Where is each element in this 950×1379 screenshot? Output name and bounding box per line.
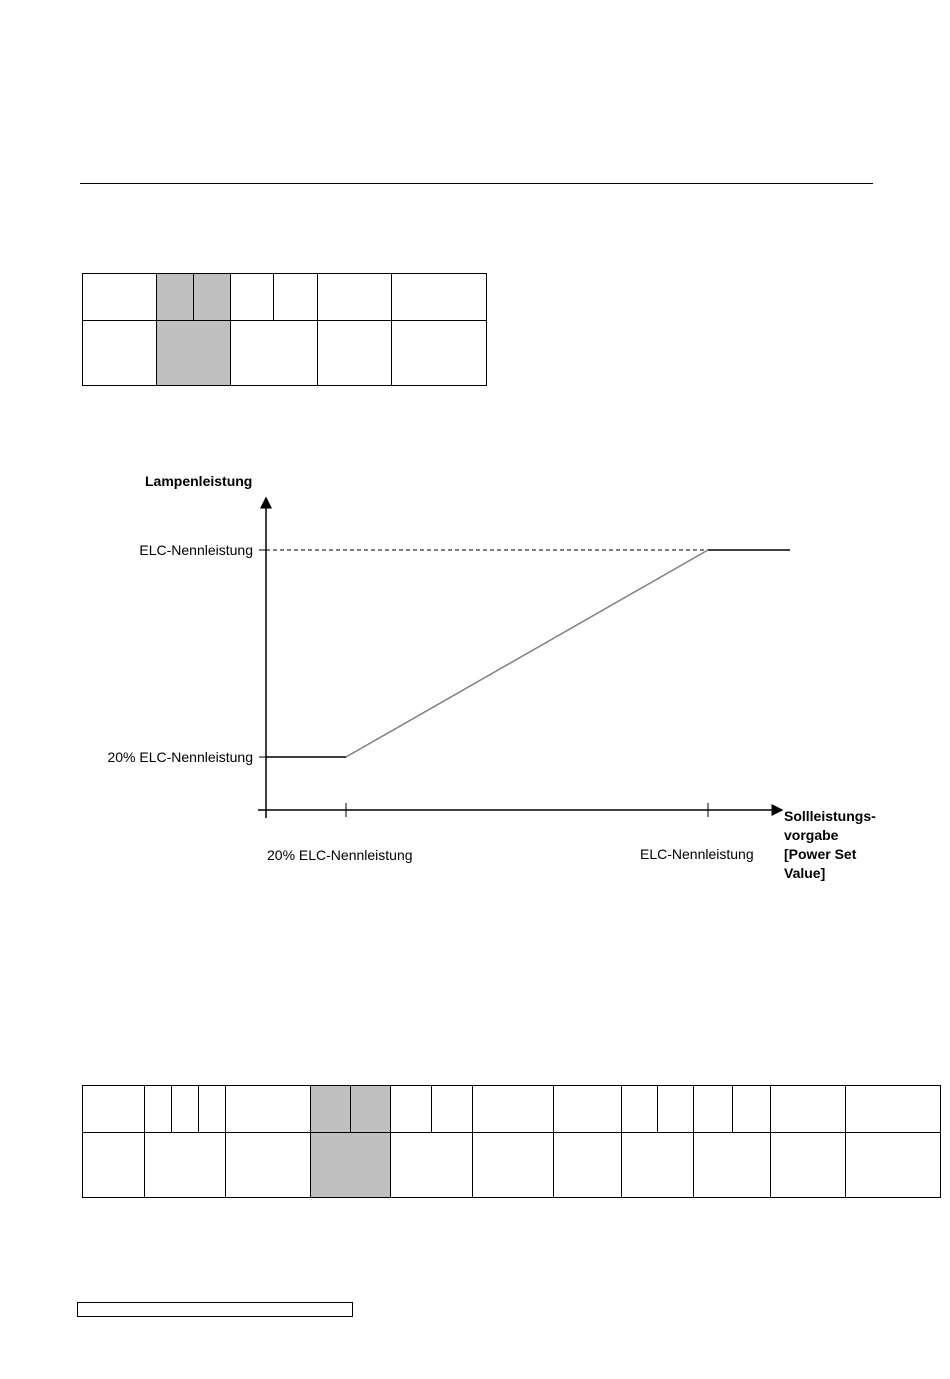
table-cell-shaded [351,1086,391,1133]
table-cell-shaded [311,1133,391,1198]
table-cell [694,1086,733,1133]
table-cell [554,1133,622,1198]
table-cell [172,1086,199,1133]
y-tick-label-min: 20% ELC-Nennleistung [107,749,253,765]
header-rule [80,183,873,184]
table-cell [622,1133,694,1198]
table-cell [83,321,157,386]
table-row [83,274,487,321]
table-cell-shaded [194,274,231,321]
table-row [83,321,487,386]
table-cell [318,321,392,386]
table-cell [83,1133,145,1198]
table-cell [231,274,274,321]
x-axis-label-line3: [Power Set [784,846,857,862]
table-cell [391,1133,473,1198]
table-cell [145,1133,226,1198]
table-cell [391,1086,432,1133]
table-cell-shaded [311,1086,351,1133]
table-cell [83,1086,145,1133]
table-cell [658,1086,694,1133]
table-cell [83,274,157,321]
table-cell-shaded [157,321,231,386]
table-cell [846,1133,941,1198]
table-cell [145,1086,172,1133]
y-tick-label-max: ELC-Nennleistung [139,542,253,558]
x-axis-label-line4: Value] [784,865,826,881]
table-cell [231,321,318,386]
table-cell [771,1133,846,1198]
curve-ramp [346,550,708,757]
table-cell [226,1086,311,1133]
table-cell [622,1086,658,1133]
table-cell-shaded [157,274,194,321]
table-cell [694,1133,771,1198]
table-cell [432,1086,473,1133]
table-row [83,1133,941,1198]
table-cell [392,321,487,386]
footnote-separator-box [77,1302,353,1317]
power-curve-diagram [0,460,950,900]
x-tick-label-min: 20% ELC-Nennleistung [267,847,413,863]
top-register-table [82,273,487,386]
table-cell [846,1086,941,1133]
table-cell [554,1086,622,1133]
table-cell [274,274,318,321]
table-cell [771,1086,846,1133]
bottom-register-table [82,1085,941,1198]
table-cell [473,1133,554,1198]
table-cell [226,1133,311,1198]
table-cell [318,274,392,321]
table-cell [473,1086,554,1133]
x-axis-label-line2: vorgabe [784,827,839,843]
y-axis-label: Lampenleistung [145,473,253,489]
table-cell [733,1086,771,1133]
table-cell [199,1086,226,1133]
x-axis-label-line1: Sollleistungs- [784,808,876,824]
table-cell [392,274,487,321]
table-row [83,1086,941,1133]
x-tick-label-max: ELC-Nennleistung [640,846,754,862]
